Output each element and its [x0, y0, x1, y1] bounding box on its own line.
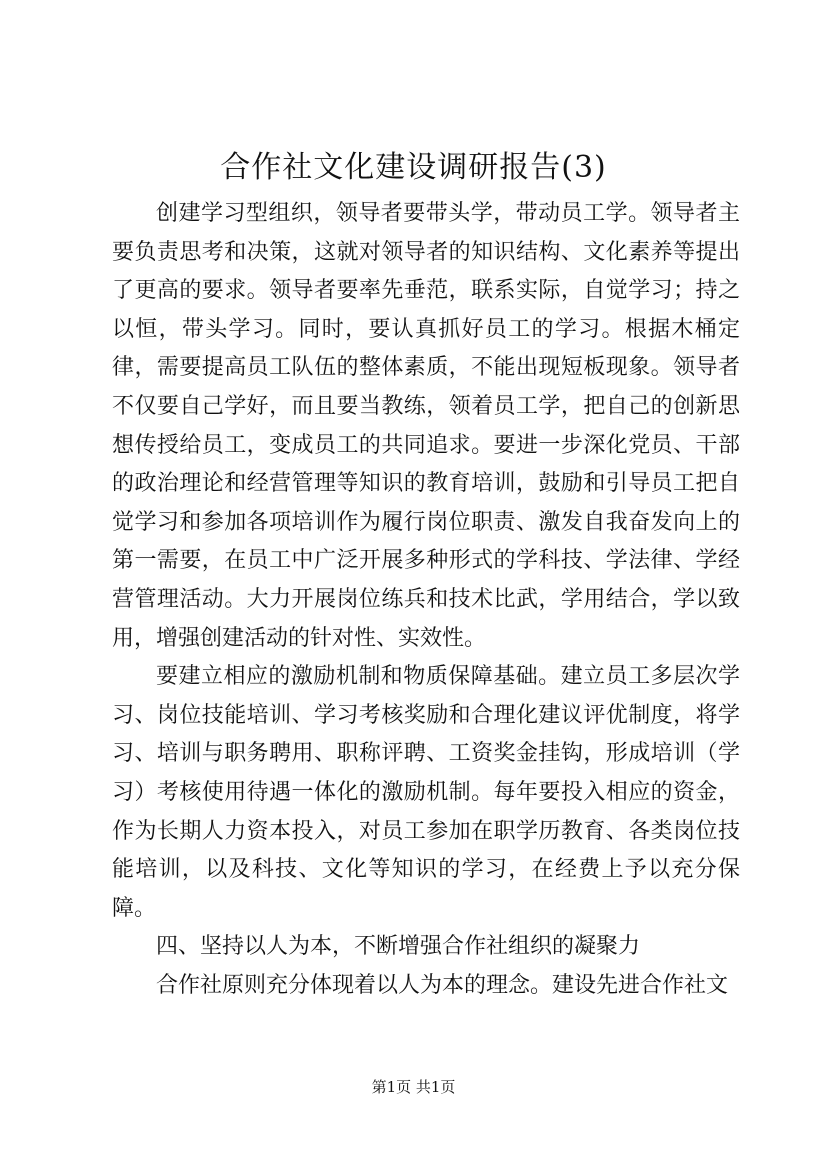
paragraph-2: 要建立相应的激励机制和物质保障基础。建立员工多层次学习、岗位技能培训、学习考核奖励和合理化建议评优制度，将学习、培训与职务聘用、职称评聘、工资奖金挂钩，形成培训（学习）考核使用待遇一体化的激励机制。每年要投入相应的资金，作为长期人力资本投入，对员工参加在职学历教育、各类岗位技能培训，以及科技、文化等知识的学习，在经费上予以充分保障。	[112, 664, 740, 921]
paragraph-1: 创建学习型组织，领导者要带头学，带动员工学。领导者主要负责思考和决策，这就对领导者的知识结构、文化素养等提出了更高的要求。领导者要率先垂范，联系实际，自觉学习；持之以恒，带头学习。同时，要认真抓好员工的学习。根据木桶定律，需要提高员工队伍的整体素质，不能出现短板现象。领导者不仅要自己学好，而且要当教练，领着员工学，把自己的创新思想传授给员工，变成员工的共同追求。要进一步深化党员、干部的政治理论和经营管理等知识的教育培训，鼓励和引导员工把自觉学习和参加各项培训作为履行岗位职责、激发自我奋发向上的第一需要，在员工中广泛开展多种形式的学科技、学法律、学经营管理活动。大力开展岗位练兵和技术比武，学用结合，学以致用，增强创建活动的针对性、实效性。	[112, 201, 740, 651]
paragraph-3: 合作社原则充分体现着以人为本的理念。建设先进合作社文	[156, 972, 729, 998]
document-body	[112, 195, 740, 1005]
section-heading: 四、坚持以人为本，不断增强合作社组织的凝聚力	[156, 934, 641, 960]
page-number-footer: 第1页 共1页	[371, 1078, 456, 1096]
document-title: 合作社文化建设调研报告(3)	[220, 150, 607, 185]
